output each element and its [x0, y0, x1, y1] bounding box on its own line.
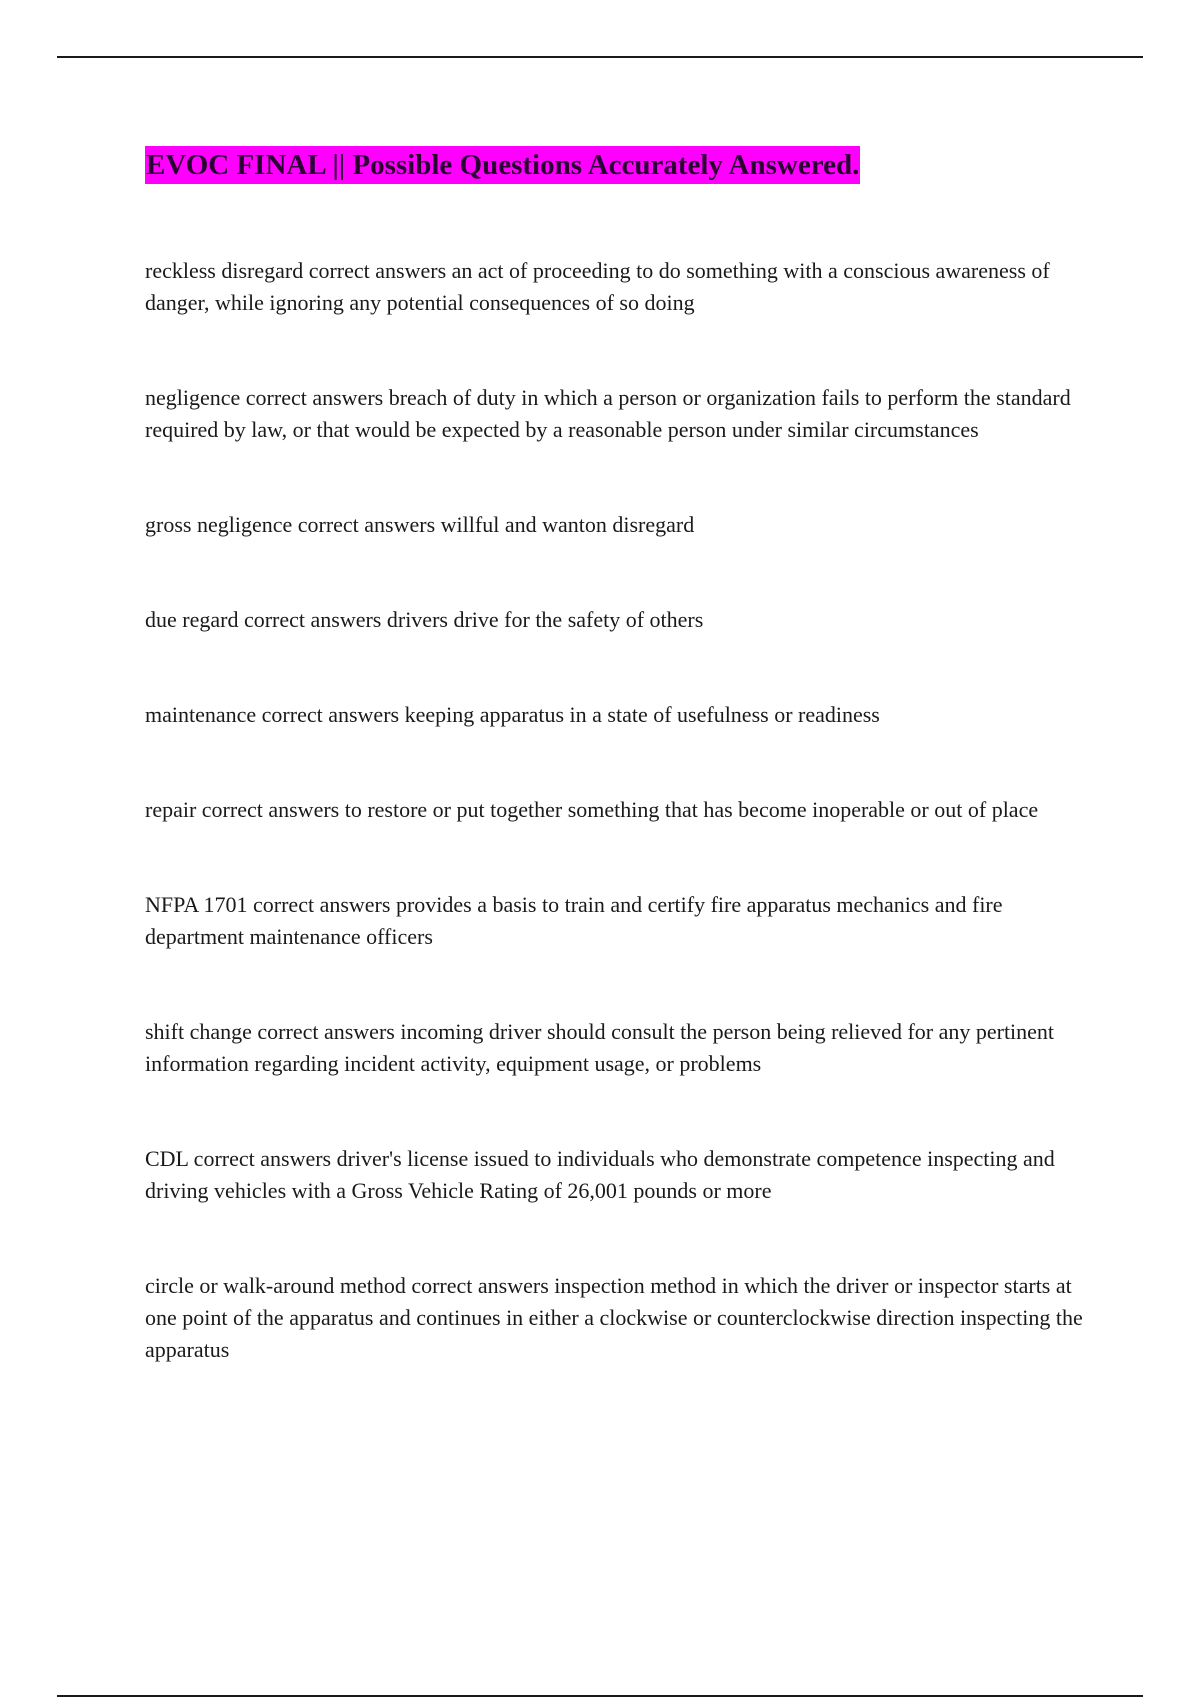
bottom-rule: [57, 1695, 1143, 1697]
qa-entry-circle-walk-around: circle or walk-around method correct answers inspection method in which the driver or inspector starts at one point of the apparatus and continues in either a clockwise or counterclockwise direction inspecting the apparatus: [145, 1273, 1083, 1362]
qa-entry-due-regard: due regard correct answers drivers drive for the safety of others: [145, 607, 704, 632]
qa-list: [145, 255, 1100, 1366]
document-title: EVOC FINAL || Possible Questions Accurately Answered.: [145, 146, 860, 184]
qa-entry-maintenance: maintenance correct answers keeping apparatus in a state of usefulness or readiness: [145, 702, 880, 727]
qa-entry-gross-negligence: gross negligence correct answers willful and wanton disregard: [145, 512, 695, 537]
qa-entry-reckless-disregard: reckless disregard correct answers an act of proceeding to do something with a conscious awareness of danger, while ignoring any potential consequences of so doing: [145, 258, 1050, 315]
qa-entry-shift-change: shift change correct answers incoming driver should consult the person being relieved for any pertinent information regarding incident activity, equipment usage, or problems: [145, 1019, 1055, 1076]
top-rule: [57, 56, 1143, 58]
qa-entry-nfpa-1701: NFPA 1701 correct answers provides a basis to train and certify fire apparatus mechanics and fire department maintenance officers: [145, 892, 1003, 949]
qa-entry-repair: repair correct answers to restore or put together something that has become inoperable or out of place: [145, 797, 1039, 822]
document-body: [145, 146, 1100, 1429]
qa-entry-cdl: CDL correct answers driver's license issued to individuals who demonstrate competence inspecting and driving vehicles with a Gross Vehicle Rating of 26,001 pounds or more: [145, 1146, 1055, 1203]
qa-entry-negligence: negligence correct answers breach of duty in which a person or organization fails to perform the standard required by law, or that would be expected by a reasonable person under similar circumstances: [145, 385, 1071, 442]
